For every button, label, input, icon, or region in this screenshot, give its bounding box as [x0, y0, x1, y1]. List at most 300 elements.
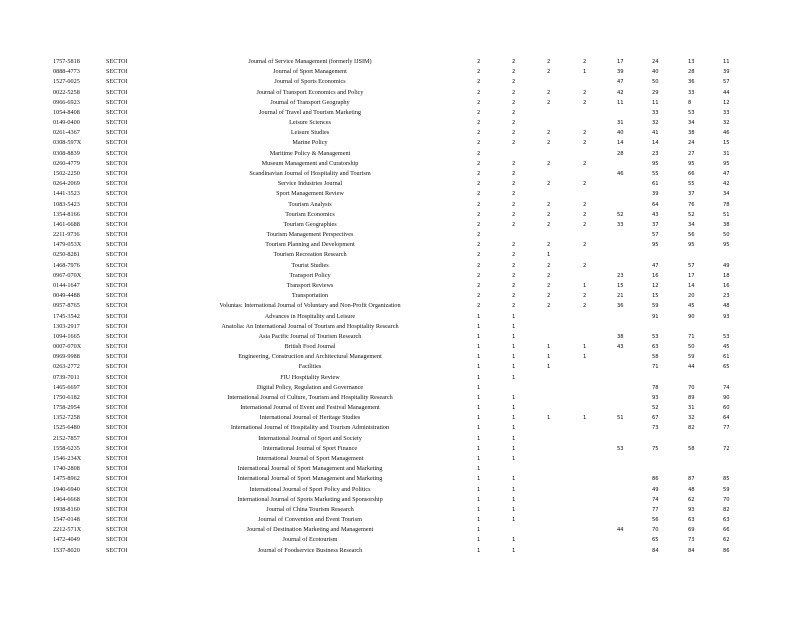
rank-cell-4: 34 [723, 191, 730, 198]
journal-title-cell: Tourism Planning and Development [265, 241, 355, 249]
rank-cell-3: 62 [688, 496, 695, 503]
sector-cell: SECTOI [106, 119, 128, 127]
rank-cell-4: 62 [723, 537, 730, 544]
table-row [0, 281, 800, 291]
rank-cell-2: 57 [652, 232, 659, 239]
rating-cell-3: 2 [547, 282, 551, 289]
rating-cell-2: 2 [512, 130, 516, 137]
rank-cell-4: 31 [723, 150, 730, 157]
journal-title-cell: International Journal of Sport Finance [262, 444, 358, 452]
rating-cell-1: 2 [477, 120, 481, 127]
rating-cell-1: 2 [477, 59, 481, 65]
table-row [0, 149, 800, 159]
issn-cell: 1525-6480 [53, 424, 80, 432]
rating-cell-1: 2 [477, 252, 481, 259]
sector-cell: SECTOI [106, 393, 128, 401]
journal-title-cell: Tourism Economics [285, 210, 335, 218]
rank-cell-1: 40 [617, 130, 624, 137]
rank-cell-1: 51 [617, 415, 624, 422]
rank-cell-1: 33 [617, 221, 624, 228]
journal-title-cell: Asia Pacific Journal of Tourism Research [258, 332, 362, 340]
table-row [0, 423, 800, 433]
rating-cell-2: 1 [512, 323, 516, 330]
rating-cell-1: 1 [477, 333, 481, 340]
table-row [0, 515, 800, 525]
rank-cell-3: 82 [688, 425, 695, 432]
rank-cell-2: 77 [652, 506, 659, 513]
issn-cell: 1479-053X [53, 241, 82, 249]
rank-cell-4: 23 [723, 293, 730, 300]
rating-cell-2: 2 [512, 252, 516, 259]
rating-cell-1: 1 [477, 547, 481, 554]
sector-cell: SECTOI [106, 129, 128, 137]
rating-cell-2: 1 [512, 425, 516, 432]
sector-cell: SECTOI [106, 251, 128, 259]
table-row [0, 179, 800, 189]
rank-cell-2: 95 [652, 242, 659, 249]
sector-cell: SECTOI [106, 444, 128, 452]
rating-cell-1: 2 [477, 201, 481, 208]
rank-cell-1: 53 [617, 445, 624, 452]
rank-cell-3: 56 [688, 232, 695, 239]
journal-title-cell: International Journal of Sport Management [256, 455, 364, 463]
rank-cell-3: 95 [688, 160, 695, 167]
table-row [0, 322, 800, 332]
rating-cell-4: 2 [583, 89, 587, 96]
rank-cell-1: 23 [617, 272, 624, 279]
rating-cell-4: 2 [583, 140, 587, 147]
rating-cell-3: 2 [547, 221, 551, 228]
rating-cell-2: 2 [512, 303, 516, 310]
sector-cell: SECTOI [106, 88, 128, 96]
rank-cell-2: 47 [652, 262, 659, 269]
issn-cell: 1750-6182 [53, 393, 80, 401]
rank-cell-4: 49 [723, 262, 730, 269]
rank-cell-4: 61 [723, 354, 730, 361]
table-row [0, 352, 800, 362]
issn-cell: 1757-5818 [53, 58, 80, 65]
journal-title-cell: Journal of Sport Management [273, 68, 347, 76]
rating-cell-3: 2 [547, 242, 551, 249]
rank-cell-2: 56 [652, 517, 659, 524]
journal-title-cell: International Journal of Hospitality and Tourism Administration [230, 424, 390, 432]
rank-cell-4: 77 [723, 425, 730, 432]
table-row [0, 169, 800, 179]
issn-cell: 1940-6940 [53, 485, 80, 493]
rating-cell-2: 2 [512, 89, 516, 96]
journal-title-cell: International Journal of Event and Festival Management [240, 404, 380, 412]
rank-cell-4: 48 [723, 303, 730, 310]
table-row [0, 291, 800, 301]
sector-cell: SECTOI [106, 343, 128, 351]
table-row [0, 230, 800, 240]
rating-cell-1: 1 [477, 354, 481, 361]
table-row [0, 535, 800, 545]
rank-cell-3: 48 [688, 486, 695, 493]
rating-cell-1: 1 [477, 435, 481, 442]
issn-cell: 1475-8962 [53, 475, 80, 483]
rank-cell-4: 93 [723, 313, 730, 320]
rank-cell-3: 63 [688, 517, 695, 524]
journal-title-cell: International Journal of Culture, Tourism and Hospitality Research [227, 393, 393, 401]
issn-cell: 1465-6697 [53, 383, 80, 391]
issn-cell: 0957-8765 [53, 302, 80, 310]
journal-title-cell: Journal of Destination Marketing and Management [246, 526, 374, 534]
issn-cell: 1546-234X [53, 455, 82, 463]
rating-cell-4: 2 [583, 293, 587, 300]
rating-cell-1: 2 [477, 293, 481, 300]
rank-cell-1: 52 [617, 211, 624, 218]
rating-cell-3: 2 [547, 99, 551, 106]
issn-cell: 2152-7857 [53, 434, 80, 442]
rating-cell-2: 1 [512, 445, 516, 452]
rating-cell-1: 2 [477, 79, 481, 86]
rating-cell-2: 1 [512, 405, 516, 412]
rank-cell-2: 75 [652, 445, 659, 452]
rating-cell-2: 1 [512, 537, 516, 544]
rank-cell-3: 71 [688, 333, 695, 340]
rating-cell-1: 2 [477, 303, 481, 310]
rank-cell-2: 29 [652, 89, 659, 96]
rank-cell-2: 23 [652, 150, 659, 157]
rank-cell-4: 33 [723, 109, 730, 116]
rank-cell-3: 52 [688, 211, 695, 218]
sector-cell: SECTOI [106, 546, 128, 554]
sector-cell: SECTOI [106, 383, 128, 391]
rank-cell-1: 38 [617, 333, 624, 340]
journal-title-cell: Journal of China Tourism Research [266, 505, 354, 513]
rating-cell-1: 1 [477, 476, 481, 483]
rating-cell-2: 1 [512, 415, 516, 422]
table-row [0, 373, 800, 383]
rank-cell-3: 45 [688, 303, 695, 310]
rating-cell-2: 1 [512, 517, 516, 524]
journal-title-cell: Maritime Policy & Management [269, 149, 351, 157]
rank-cell-4: 82 [723, 506, 730, 513]
rating-cell-1: 1 [477, 415, 481, 422]
rank-cell-1: 46 [617, 170, 624, 177]
rank-cell-3: 87 [688, 476, 695, 483]
table-row [0, 200, 800, 210]
rank-cell-3: 34 [688, 120, 695, 127]
rank-cell-2: 70 [652, 527, 659, 534]
rank-cell-3: 53 [688, 109, 695, 116]
rank-cell-2: 16 [652, 272, 659, 279]
rank-cell-3: 50 [688, 344, 695, 351]
rank-cell-4: 57 [723, 79, 730, 86]
rating-cell-2: 2 [512, 242, 516, 249]
rating-cell-1: 2 [477, 181, 481, 188]
rank-cell-2: 33 [652, 109, 659, 116]
rank-cell-2: 32 [652, 120, 659, 127]
rating-cell-1: 1 [477, 405, 481, 412]
rank-cell-4: 66 [723, 527, 730, 534]
issn-cell: 1461-6688 [53, 220, 80, 228]
table-row [0, 546, 800, 556]
rank-cell-3: 38 [688, 130, 695, 137]
issn-cell: 0739-7011 [53, 373, 80, 381]
rating-cell-1: 1 [477, 517, 481, 524]
table-row [0, 271, 800, 281]
rating-cell-3: 2 [547, 293, 551, 300]
issn-cell: 0966-6923 [53, 98, 80, 106]
rating-cell-3: 2 [547, 59, 551, 65]
sector-cell: SECTOI [106, 302, 128, 310]
issn-cell: 0308-8839 [53, 149, 80, 157]
journal-title-cell: Scandinavian Journal of Hospitality and Tourism [249, 169, 371, 177]
sector-cell: SECTOI [106, 312, 128, 320]
rating-cell-1: 1 [477, 425, 481, 432]
rank-cell-4: 78 [723, 201, 730, 208]
rating-cell-4: 1 [583, 344, 587, 351]
sector-cell: SECTOI [106, 200, 128, 208]
rank-cell-2: 39 [652, 191, 659, 198]
issn-cell: 1745-3542 [53, 312, 80, 320]
rank-cell-4: 53 [723, 333, 730, 340]
rank-cell-2: 84 [652, 547, 659, 554]
rank-cell-3: 31 [688, 405, 695, 412]
rating-cell-2: 2 [512, 293, 516, 300]
rank-cell-4: 65 [723, 364, 730, 371]
journal-title-cell: International Journal of Sport Management and Marketing [237, 475, 383, 483]
table-row [0, 250, 800, 260]
rank-cell-3: 13 [688, 59, 695, 65]
table-row [0, 495, 800, 505]
rank-cell-1: 17 [617, 59, 624, 65]
rank-cell-2: 64 [652, 201, 659, 208]
rating-cell-3: 2 [547, 69, 551, 76]
sector-cell: SECTOI [106, 190, 128, 198]
issn-cell: 0264-2069 [53, 180, 80, 188]
rank-cell-4: 15 [723, 140, 730, 147]
rank-cell-2: 93 [652, 394, 659, 401]
journal-title-cell: Journal of Transport Geography [270, 98, 350, 106]
journal-title-cell: International Journal of Sport Policy and Politics [249, 485, 371, 493]
rank-cell-3: 33 [688, 89, 695, 96]
rank-cell-3: 90 [688, 313, 695, 320]
journal-title-cell: Anatolia: An International Journal of Tourism and Hospitality Research [221, 322, 399, 330]
rating-cell-1: 1 [477, 323, 481, 330]
rank-cell-3: 44 [688, 364, 695, 371]
table-row [0, 108, 800, 118]
rating-cell-3: 1 [547, 364, 551, 371]
rating-cell-1: 2 [477, 160, 481, 167]
journal-title-cell: British Food Journal [284, 343, 336, 351]
issn-cell: 0261-4367 [53, 129, 80, 137]
rank-cell-1: 31 [617, 120, 624, 127]
sector-cell: SECTOI [106, 536, 128, 544]
rating-cell-4: 1 [583, 69, 587, 76]
rating-cell-2: 1 [512, 313, 516, 320]
table-row [0, 98, 800, 108]
rating-cell-2: 1 [512, 333, 516, 340]
rating-cell-2: 1 [512, 506, 516, 513]
issn-cell: 1441-3523 [53, 190, 80, 198]
rating-cell-2: 1 [512, 394, 516, 401]
rank-cell-4: 50 [723, 232, 730, 239]
rank-cell-4: 95 [723, 160, 730, 167]
journal-title-cell: Sport Management Review [276, 190, 344, 198]
rating-cell-1: 1 [477, 537, 481, 544]
rank-cell-3: 76 [688, 201, 695, 208]
rank-cell-2: 74 [652, 496, 659, 503]
issn-cell: 1502-2250 [53, 169, 80, 177]
table-row [0, 88, 800, 98]
table-row [0, 413, 800, 423]
journal-title-cell: International Journal of Sports Marketing and Sponsorship [237, 495, 383, 503]
rank-cell-2: 43 [652, 211, 659, 218]
rating-cell-2: 2 [512, 140, 516, 147]
rank-cell-4: 64 [723, 415, 730, 422]
rating-cell-1: 2 [477, 99, 481, 106]
sector-cell: SECTOI [106, 78, 128, 86]
table-row [0, 220, 800, 230]
rating-cell-2: 2 [512, 211, 516, 218]
journal-title-cell: Journal of Transport Economics and Policy [256, 88, 364, 96]
rating-cell-4: 1 [583, 354, 587, 361]
rating-cell-1: 2 [477, 211, 481, 218]
rank-cell-4: 47 [723, 170, 730, 177]
rank-cell-4: 72 [723, 445, 730, 452]
issn-cell: 1352-7258 [53, 414, 80, 422]
rank-cell-3: 73 [688, 537, 695, 544]
rating-cell-1: 1 [477, 394, 481, 401]
rank-cell-4: 38 [723, 221, 730, 228]
rank-cell-2: 24 [652, 59, 659, 65]
table-row [0, 261, 800, 271]
sector-cell: SECTOI [106, 373, 128, 381]
issn-cell: 1938-8160 [53, 505, 80, 513]
rating-cell-2: 1 [512, 486, 516, 493]
issn-cell: 1527-0025 [53, 78, 80, 86]
rank-cell-2: 11 [652, 99, 659, 106]
table-row [0, 67, 800, 77]
rating-cell-1: 1 [477, 374, 481, 381]
issn-cell: 1303-2917 [53, 322, 80, 330]
rank-cell-4: 63 [723, 517, 730, 524]
rating-cell-3: 2 [547, 89, 551, 96]
table-row [0, 383, 800, 393]
sector-cell: SECTOI [106, 231, 128, 239]
rating-cell-3: 2 [547, 181, 551, 188]
rating-cell-1: 2 [477, 69, 481, 76]
rating-cell-3: 2 [547, 201, 551, 208]
issn-cell: 1558-6235 [53, 444, 80, 452]
rank-cell-4: 32 [723, 120, 730, 127]
rating-cell-4: 1 [583, 282, 587, 289]
issn-cell: 0308-597X [53, 139, 82, 147]
rating-cell-2: 1 [512, 547, 516, 554]
journal-title-cell: Journal of Service Management (formerly IJSIM) [248, 58, 372, 65]
sector-cell: SECTOI [106, 139, 128, 147]
journal-title-cell: International Journal of Sport Management and Marketing [237, 465, 383, 473]
rank-cell-2: 78 [652, 384, 659, 391]
sector-cell: SECTOI [106, 281, 128, 289]
rating-cell-1: 2 [477, 140, 481, 147]
sector-cell: SECTOI [106, 149, 128, 157]
rank-cell-4: 59 [723, 486, 730, 493]
rank-cell-2: 58 [652, 354, 659, 361]
sector-cell: SECTOI [106, 332, 128, 340]
issn-cell: 1472-4049 [53, 536, 80, 544]
rating-cell-3: 2 [547, 140, 551, 147]
rank-cell-3: 27 [688, 150, 695, 157]
rating-cell-2: 1 [512, 496, 516, 503]
rank-cell-1: 39 [617, 69, 624, 76]
rating-cell-1: 1 [477, 527, 481, 534]
rank-cell-4: 86 [723, 547, 730, 554]
rating-cell-2: 2 [512, 59, 516, 65]
sector-cell: SECTOI [106, 516, 128, 524]
sector-cell: SECTOI [106, 485, 128, 493]
rating-cell-3: 2 [547, 211, 551, 218]
rating-cell-2: 2 [512, 282, 516, 289]
rating-cell-4: 2 [583, 99, 587, 106]
journal-title-cell: Engineering, Construction and Architectural Management [238, 353, 382, 361]
rating-cell-4: 2 [583, 160, 587, 167]
rank-cell-3: 66 [688, 170, 695, 177]
rating-cell-2: 1 [512, 456, 516, 463]
rank-cell-2: 49 [652, 486, 659, 493]
journal-title-cell: Tourism Geographies [283, 220, 337, 228]
rank-cell-3: 34 [688, 221, 695, 228]
rank-cell-3: 8 [688, 99, 692, 106]
rank-cell-4: 44 [723, 89, 730, 96]
issn-cell: 0967-070X [53, 271, 82, 279]
table-row [0, 444, 800, 454]
rating-cell-1: 2 [477, 221, 481, 228]
sector-cell: SECTOI [106, 180, 128, 188]
rating-cell-1: 1 [477, 364, 481, 371]
rating-cell-3: 2 [547, 130, 551, 137]
rank-cell-3: 55 [688, 181, 695, 188]
rank-cell-4: 60 [723, 405, 730, 412]
table-row [0, 342, 800, 352]
journal-title-cell: Journal of Ecotourism [282, 536, 338, 544]
issn-cell: 1468-7976 [53, 261, 80, 269]
issn-cell: 1758-2954 [53, 404, 80, 412]
journal-title-cell: Journal of Foodservice Business Research [257, 546, 363, 554]
rating-cell-2: 1 [512, 364, 516, 371]
rating-cell-3: 2 [547, 262, 551, 269]
rank-cell-2: 15 [652, 293, 659, 300]
rank-cell-3: 69 [688, 527, 695, 534]
table-row [0, 464, 800, 474]
sector-cell: SECTOI [106, 292, 128, 300]
rating-cell-2: 2 [512, 170, 516, 177]
rating-cell-4: 2 [583, 211, 587, 218]
rank-cell-3: 37 [688, 191, 695, 198]
rank-cell-3: 24 [688, 140, 695, 147]
journal-title-cell: International Journal of Sport and Society [258, 434, 362, 442]
rating-cell-3: 2 [547, 272, 551, 279]
rating-cell-1: 1 [477, 313, 481, 320]
rating-cell-2: 2 [512, 191, 516, 198]
table-row [0, 403, 800, 413]
rank-cell-1: 44 [617, 527, 624, 534]
rank-cell-2: 63 [652, 344, 659, 351]
rank-cell-4: 70 [723, 496, 730, 503]
table-row [0, 128, 800, 138]
rating-cell-2: 2 [512, 69, 516, 76]
table-row [0, 138, 800, 148]
rating-cell-4: 2 [583, 181, 587, 188]
journal-title-cell: Transportation [291, 292, 329, 300]
table-row [0, 332, 800, 342]
issn-cell: 0149-0400 [53, 119, 80, 127]
rank-cell-2: 12 [652, 282, 659, 289]
sector-cell: SECTOI [106, 363, 128, 371]
